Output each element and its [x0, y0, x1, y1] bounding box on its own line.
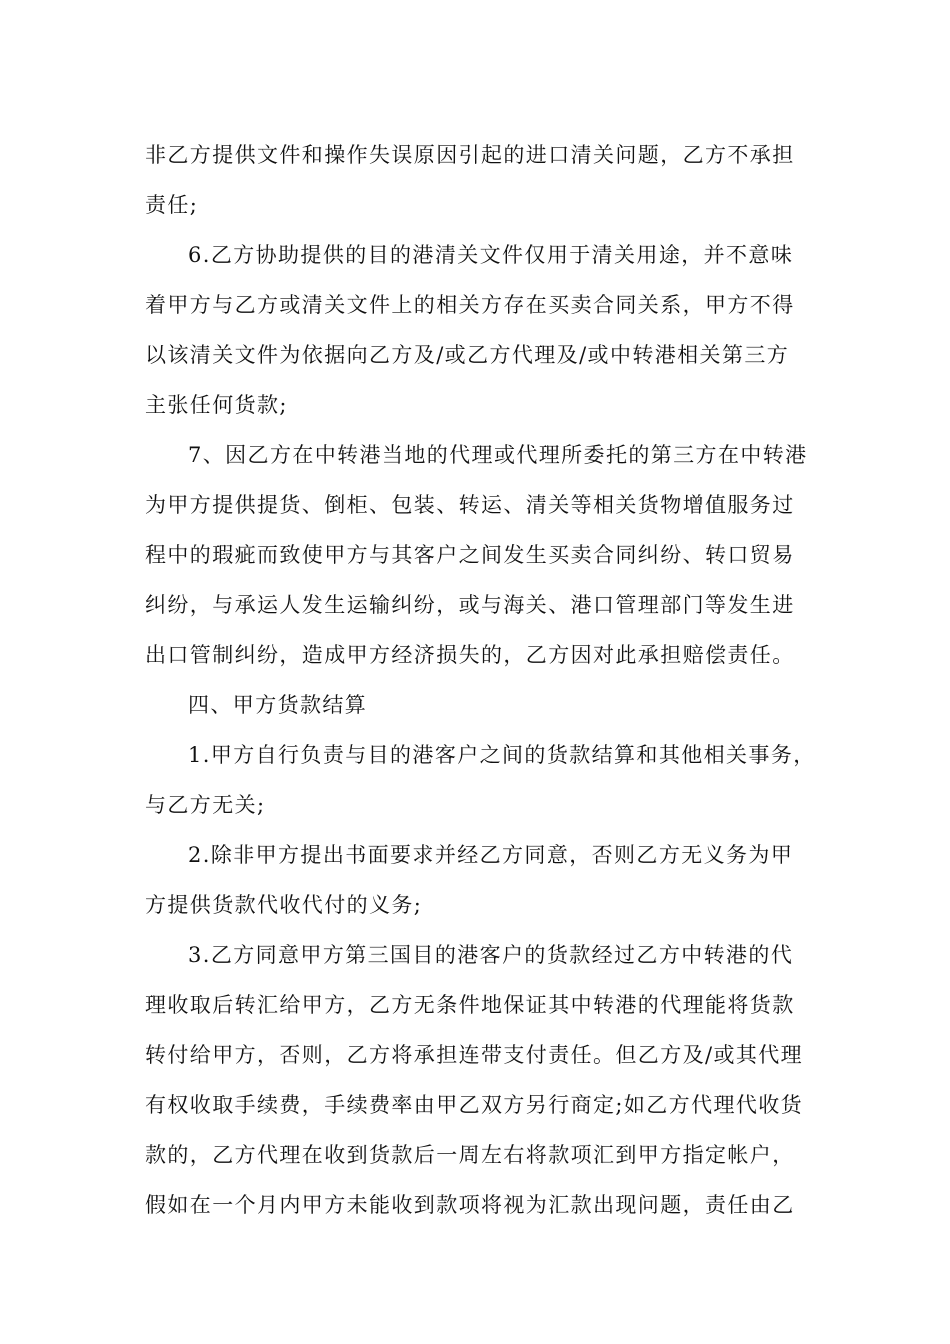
text-line: 理收取后转汇给甲方，乙方无条件地保证其中转港的代理能将货款: [145, 993, 795, 1017]
text-line: 假如在一个月内甲方未能收到款项将视为汇款出现问题，责任由乙: [145, 1193, 795, 1217]
text-line: 非乙方提供文件和操作失误原因引起的进口清关问题，乙方不承担: [145, 143, 795, 167]
text-line: 款的，乙方代理在收到货款后一周左右将款项汇到甲方指定帐户，: [145, 1143, 795, 1167]
text-line: 着甲方与乙方或清关文件上的相关方存在买卖合同关系，甲方不得: [145, 293, 795, 317]
paragraph-7-start: 7、因乙方在中转港当地的代理或代理所委托的第三方在中转港: [188, 443, 808, 467]
section-heading: 四、甲方货款结算: [188, 693, 368, 717]
paragraph-2-start: 2.除非甲方提出书面要求并经乙方同意，否则乙方无义务为甲: [188, 843, 794, 867]
text-line: 方提供货款代收代付的义务;: [145, 893, 423, 917]
text-line: 纠纷，与承运人发生运输纠纷，或与海关、港口管理部门等发生进: [145, 593, 795, 617]
text-line: 与乙方无关;: [145, 793, 266, 817]
text-line: 为甲方提供提货、倒柜、包装、转运、清关等相关货物增值服务过: [145, 493, 795, 517]
text-line: 出口管制纠纷，造成甲方经济损失的，乙方因对此承担赔偿责任。: [145, 643, 795, 667]
paragraph-3-start: 3.乙方同意甲方第三国目的港客户的货款经过乙方中转港的代: [188, 943, 794, 967]
text-line: 转付给甲方，否则，乙方将承担连带支付责任。但乙方及/或其代理: [145, 1043, 804, 1067]
text-line: 以该清关文件为依据向乙方及/或乙方代理及/或中转港相关第三方: [145, 343, 790, 367]
text-line: 责任;: [145, 193, 199, 217]
paragraph-6-start: 6.乙方协助提供的目的港清关文件仅用于清关用途，并不意味: [188, 243, 794, 267]
text-line: 主张任何货款;: [145, 393, 288, 417]
text-line: 程中的瑕疵而致使甲方与其客户之间发生买卖合同纠纷、转口贸易: [145, 543, 795, 567]
text-line: 有权收取手续费，手续费率由甲乙双方另行商定;如乙方代理代收货: [145, 1093, 804, 1117]
paragraph-1-start: 1.甲方自行负责与目的港客户之间的货款结算和其他相关事务，: [188, 743, 816, 767]
